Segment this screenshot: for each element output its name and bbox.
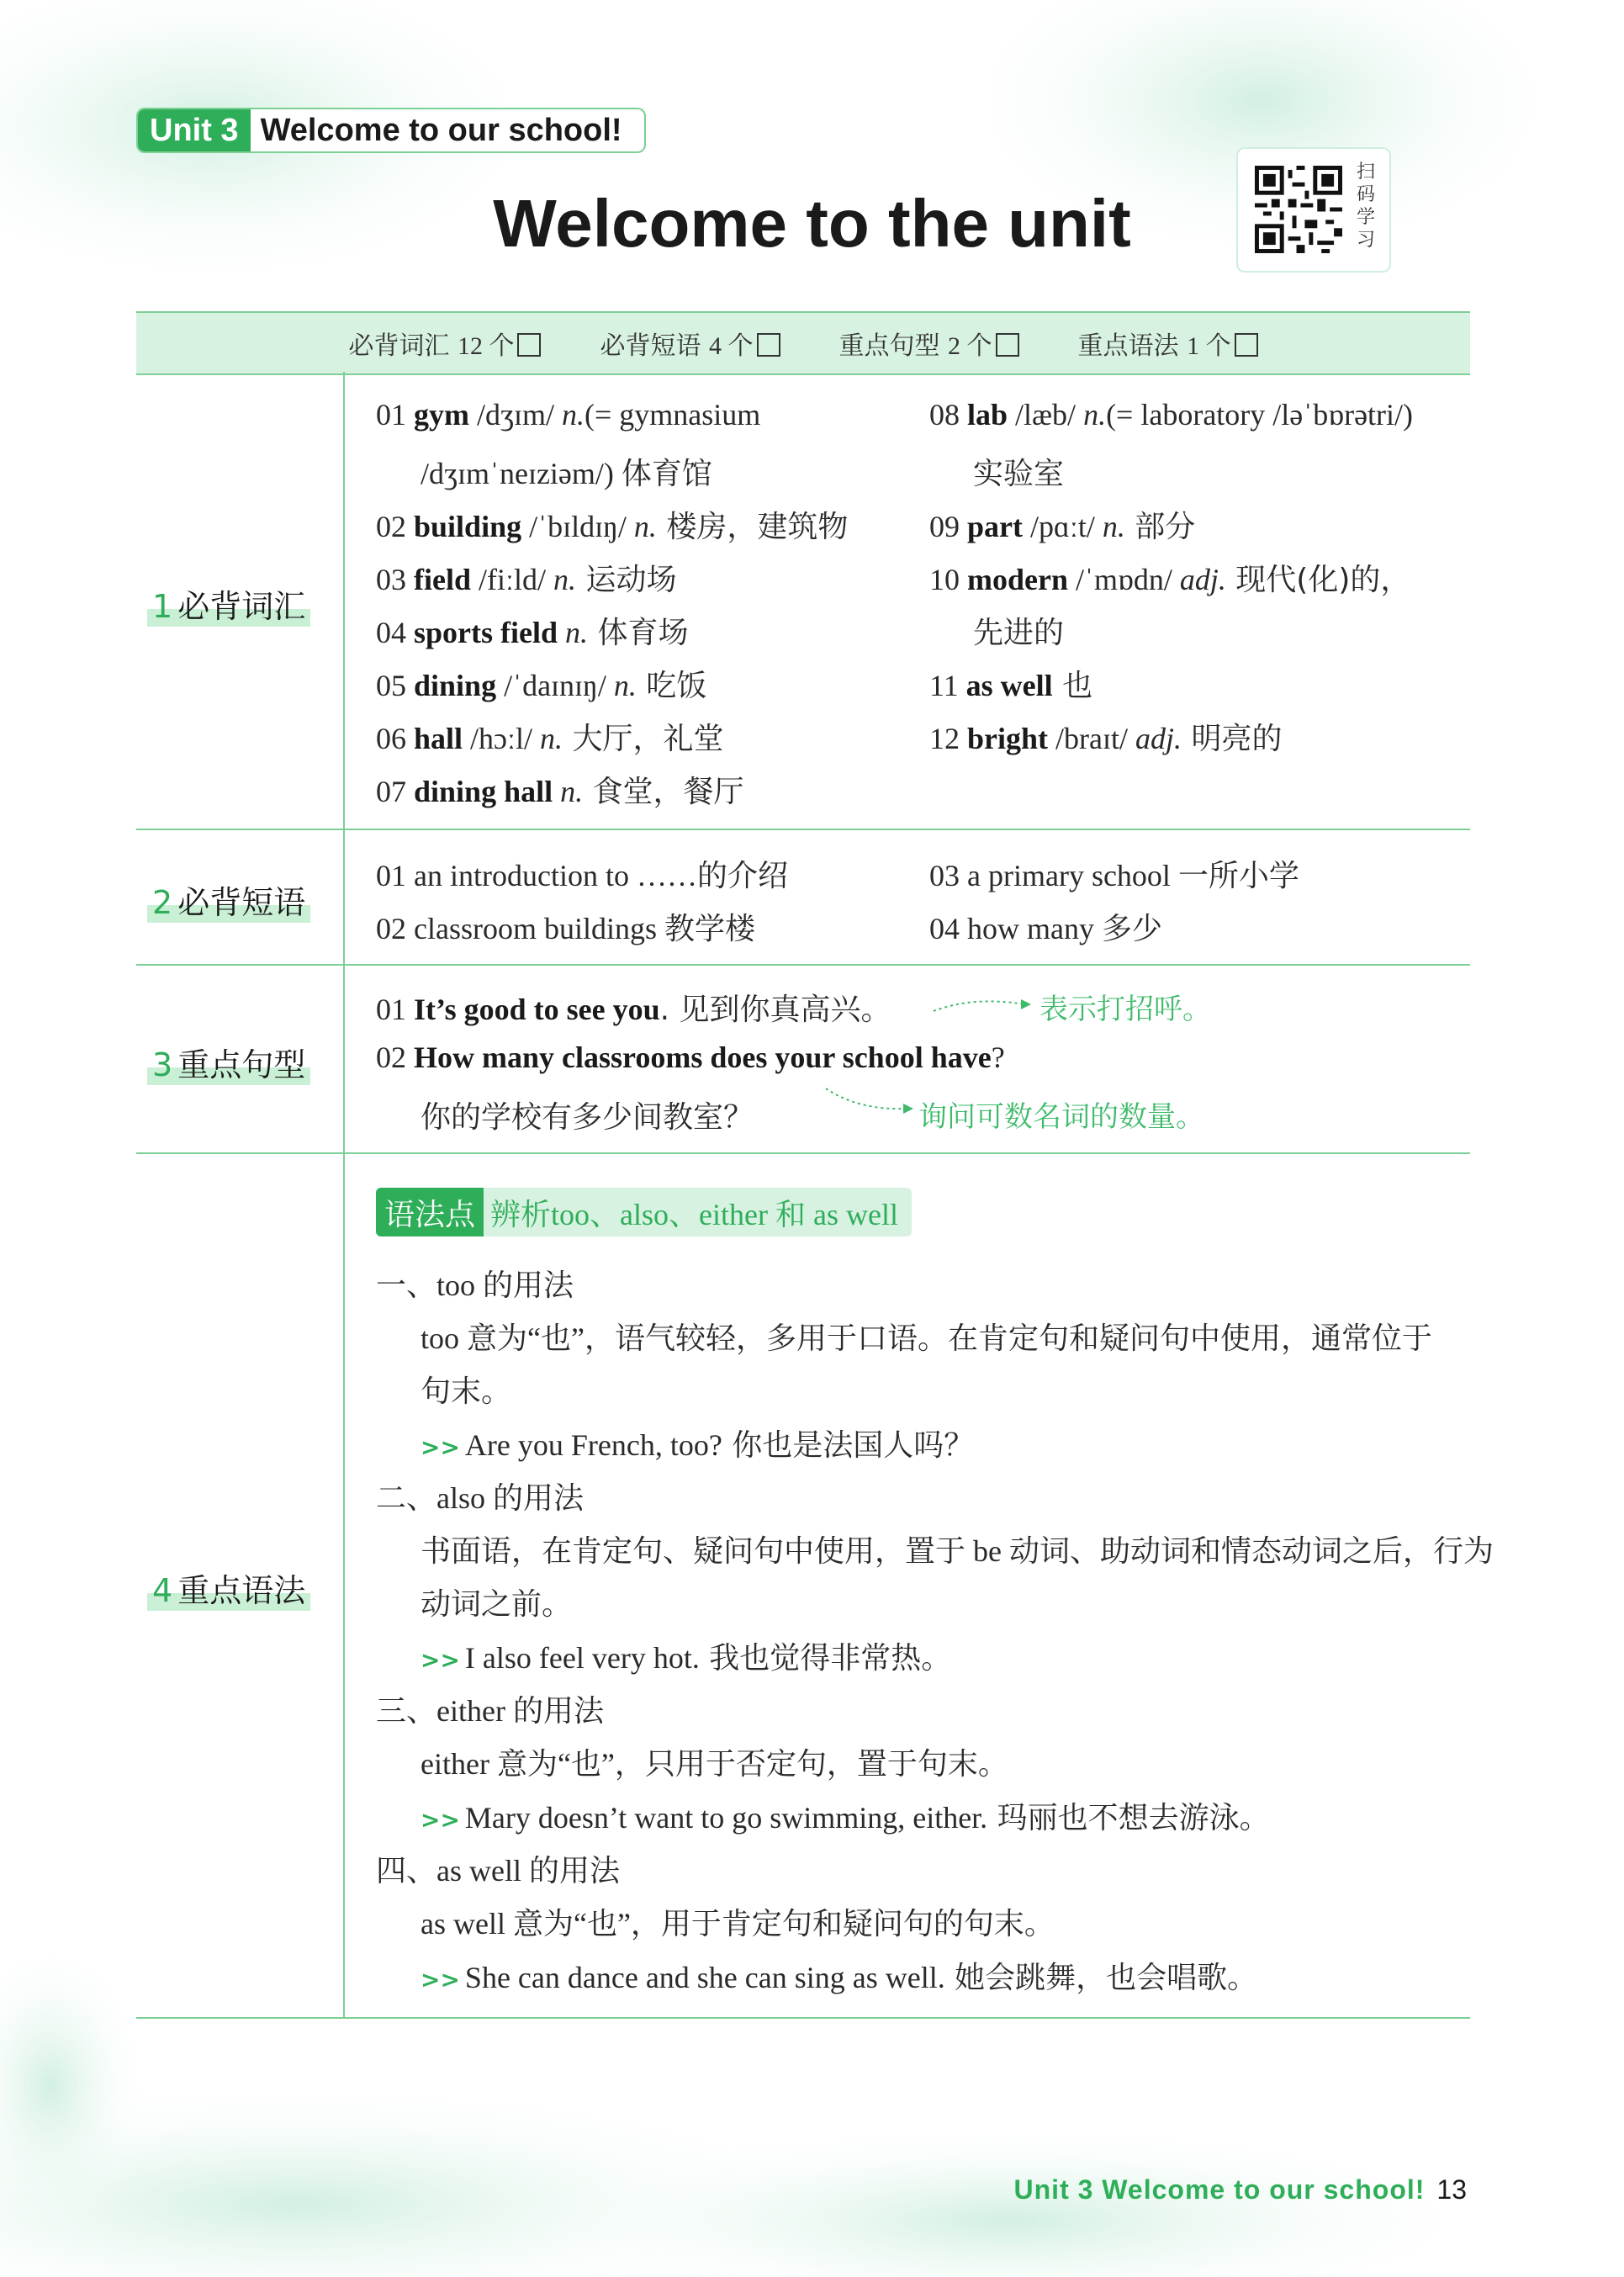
- section-divider: [136, 829, 1470, 830]
- checkbox-icon[interactable]: [517, 333, 541, 357]
- phrase-item: 02 classroom buildings 教学楼: [376, 912, 755, 945]
- grammar-example: >> Mary doesn’t want to go swimming, either. 玛丽也不想去游泳。: [421, 1801, 1270, 1835]
- grammar-heading: 一、too 的用法: [376, 1268, 574, 1302]
- checkbox-icon[interactable]: [757, 333, 780, 357]
- double-arrow-icon: >>: [421, 1433, 460, 1461]
- vocab-item: 01 gym /dʒɪm/ n.(= gymnasium: [376, 398, 761, 432]
- grammar-example: >> I also feel very hot. 我也觉得非常热。: [421, 1641, 952, 1676]
- vocab-item-cont: /dʒɪmˈneɪziəm/) 体育馆: [421, 457, 712, 490]
- vocab-item: 06 hall /hɔːl/ n. 大厅，礼堂: [376, 722, 724, 756]
- sentence-note: 表示打招呼。: [1039, 993, 1211, 1026]
- double-arrow-icon: >>: [421, 1806, 460, 1834]
- sentence-translation: 你的学校有多少间教室？: [421, 1100, 754, 1135]
- grammar-heading: 四、as well 的用法: [376, 1854, 620, 1888]
- grammar-heading: 二、also 的用法: [376, 1481, 584, 1515]
- stats-bar: [136, 311, 1470, 375]
- section-label-grammar: 4 重点语法: [147, 1565, 332, 1611]
- vocab-item-cont: 实验室: [973, 457, 1065, 491]
- unit-tag: [136, 108, 646, 153]
- vocab-item: 07 dining hall n. 食堂，餐厅: [376, 775, 744, 809]
- vocab-item: 10 modern /ˈmɒdn/ adj. 现代(化)的，: [929, 563, 1411, 597]
- grammar-text: either 意为“也”，只用于否定句，置于句末。: [421, 1747, 1008, 1781]
- qr-code-icon: [1255, 166, 1342, 253]
- phrase-item: 04 how many 多少: [929, 912, 1162, 945]
- stat-phrases: 必背短语 4 个: [600, 325, 780, 362]
- vocab-item: 05 dining /ˈdaɪnɪŋ/ n. 吃饭: [376, 669, 707, 703]
- footer-unit: Unit 3 Welcome to our school!: [1013, 2174, 1426, 2205]
- grammar-text: 句末。: [421, 1374, 512, 1408]
- grammar-text: 书面语，在肯定句、疑问句中使用，置于 be 动词、助动词和情态动词之后，行为: [421, 1534, 1494, 1568]
- stat-grammar: 重点语法 1 个: [1078, 325, 1258, 362]
- grammar-text: as well 意为“也”，用于肯定句和疑问句的句末。: [421, 1907, 1055, 1941]
- checkbox-icon[interactable]: [1235, 333, 1258, 357]
- vocab-item: 11 as well 也: [929, 669, 1093, 703]
- sentence-item: 01 It’s good to see you. 见到你真高兴。: [376, 993, 891, 1027]
- phrase-item: 03 a primary school 一所小学: [929, 859, 1299, 892]
- double-arrow-icon: >>: [421, 1646, 460, 1674]
- grammar-heading: 三、either 的用法: [376, 1694, 604, 1728]
- vocab-item: 12 bright /braɪt/ adj. 明亮的: [929, 722, 1283, 756]
- section-divider: [136, 1152, 1470, 1154]
- grammar-text: 动词之前。: [421, 1587, 573, 1621]
- unit-title: Welcome to our school!: [260, 112, 622, 148]
- stat-sentences: 重点句型 2 个: [839, 325, 1019, 362]
- stat-vocab: 必背词汇 12 个: [348, 325, 541, 362]
- vocab-item: 04 sports field n. 体育场: [376, 616, 689, 650]
- phrase-item: 01 an introduction to ……的介绍: [376, 859, 788, 892]
- page-number: 13: [1436, 2174, 1467, 2205]
- sentence-item: 02 How many classrooms does your school have?: [376, 1041, 1005, 1074]
- page-footer: [1014, 2174, 1467, 2206]
- vocab-item: 03 field /fiːld/ n. 运动场: [376, 563, 677, 597]
- sentence-note: 询问可数名词的数量。: [918, 1100, 1204, 1134]
- section-label-phrases: 2 必背短语: [147, 876, 332, 923]
- grammar-text: too 意为“也”，语气较轻，多用于口语。在肯定句和疑问句中使用，通常位于: [421, 1321, 1432, 1355]
- grammar-point-tag: 语法点 辨析 too、also、either 和 as well: [376, 1188, 912, 1236]
- dotted-arrow-icon: [932, 993, 1033, 1018]
- column-divider: [343, 372, 345, 2019]
- section-label-vocab: 1 必背词汇: [147, 580, 332, 627]
- grammar-example: >> Are you French, too? 你也是法国人吗？: [421, 1428, 975, 1463]
- qr-caption: 扫 码 学 习: [1356, 162, 1375, 251]
- grammar-example: >> She can dance and she can sing as well. 她会跳舞，也会唱歌。: [421, 1961, 1258, 1995]
- dotted-arrow-icon: [824, 1085, 917, 1119]
- section-divider: [136, 964, 1470, 966]
- double-arrow-icon: >>: [421, 1966, 460, 1994]
- vocab-item: 09 part /pɑːt/ n. 部分: [929, 510, 1196, 544]
- checkbox-icon[interactable]: [996, 333, 1019, 357]
- page-title: Welcome to the unit: [493, 186, 1131, 261]
- unit-number: Unit 3: [138, 109, 251, 151]
- section-divider: [136, 2017, 1470, 2019]
- vocab-item-cont: 先进的: [973, 616, 1065, 650]
- vocab-item: 08 lab /læb/ n.(= laboratory /ləˈbɒrətri/): [929, 398, 1414, 432]
- qr-code-card[interactable]: [1236, 147, 1391, 273]
- section-label-sentences: 3 重点句型: [147, 1039, 332, 1085]
- vocab-item: 02 building /ˈbɪldɪŋ/ n. 楼房，建筑物: [376, 510, 849, 544]
